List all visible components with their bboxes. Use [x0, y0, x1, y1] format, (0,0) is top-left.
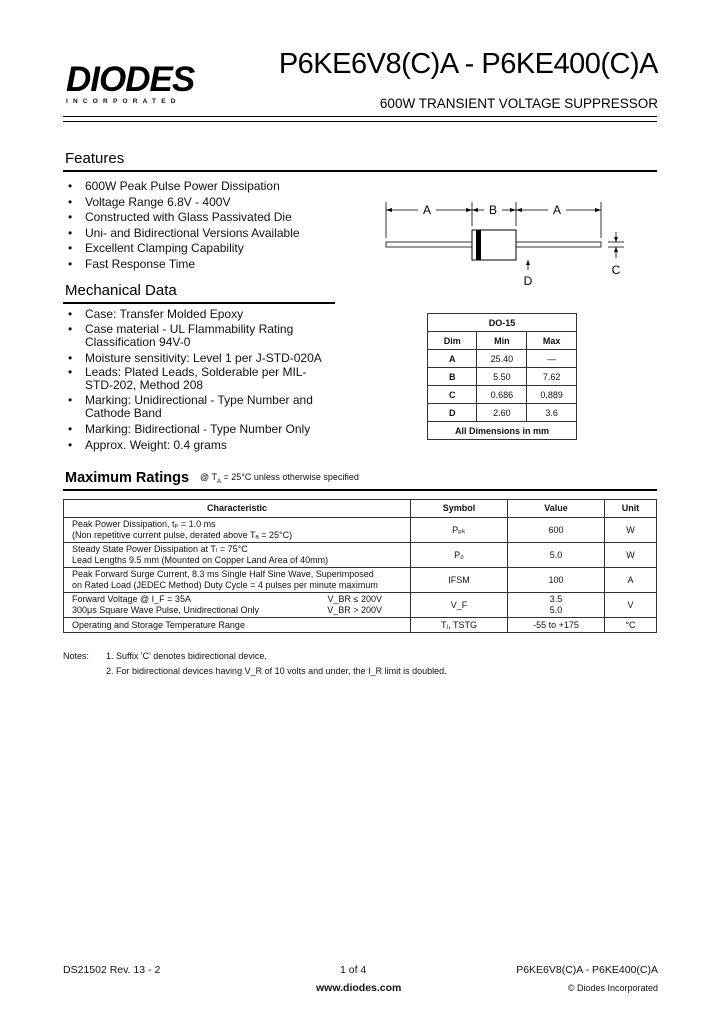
- symbol-cell: Tⱼ, TSTG: [411, 618, 508, 633]
- page-number: 1 of 4: [340, 964, 367, 976]
- feature-item: • Fast Response Time: [64, 257, 394, 273]
- table-cell: A: [428, 350, 477, 368]
- mechanical-item: • Leads: Plated Leads, Solderable per MIL-STD-202, Method 208: [64, 366, 334, 392]
- value-cell: 5.0: [508, 543, 605, 568]
- unit-cell: °C: [605, 618, 657, 633]
- value-line: 3.5: [549, 594, 563, 604]
- characteristic-line: Forward Voltage @ I_F = 35A: [72, 594, 191, 604]
- characteristic-line: Peak Power Dissipation, tₚ = 1.0 ms: [72, 519, 216, 529]
- symbol-cell: P₀: [411, 543, 508, 568]
- symbol-cell: V_F: [411, 593, 508, 618]
- table-cell: [64, 593, 411, 618]
- arrowhead: [614, 237, 618, 242]
- package-name: DO-15: [428, 314, 577, 332]
- characteristic-line: on Rated Load (JEDEC Method) Duty Cycle = 4 pulses per minute maximum: [72, 580, 378, 590]
- website-url: www.diodes.com: [316, 982, 402, 994]
- dimensions-table: [427, 313, 577, 440]
- mechanical-item: • Marking: Bidirectional - Type Number Only: [64, 422, 334, 438]
- feature-item: • 600W Peak Pulse Power Dissipation: [64, 179, 394, 195]
- table-footnote: All Dimensions in mm: [428, 422, 577, 440]
- arrowhead: [466, 208, 472, 212]
- condition-text: = 25°C unless otherwise specified: [221, 472, 359, 482]
- table-row: [428, 422, 577, 440]
- column-header: Unit: [605, 500, 657, 518]
- table-row: [428, 404, 577, 422]
- mechanical-rule: [63, 302, 335, 304]
- table-row: [428, 386, 577, 404]
- ratings-rule: [63, 489, 657, 491]
- unit-cell: W: [605, 518, 657, 543]
- feature-item: • Constructed with Glass Passivated Die: [64, 210, 394, 226]
- dim-label-a: A: [422, 203, 432, 217]
- features-rule: [63, 170, 657, 172]
- condition-line: V_BR > 200V: [327, 605, 382, 615]
- logo-wordmark: DIODES: [66, 60, 195, 99]
- header-divider: [63, 116, 657, 117]
- value-line: 5.0: [549, 605, 563, 615]
- table-cell: [64, 518, 411, 543]
- table-header-row: [64, 500, 657, 518]
- unit-cell: A: [605, 568, 657, 593]
- arrowhead: [472, 208, 478, 212]
- arrowhead: [614, 247, 618, 252]
- unit-cell: W: [605, 543, 657, 568]
- mechanical-item: • Marking: Unidirectional - Type Number and Cathode Band: [64, 394, 334, 420]
- package-outline-drawing: [380, 196, 630, 296]
- footer-part-number: P6KE6V8(C)A - P6KE400(C)A: [516, 964, 658, 976]
- table-header-row: [428, 332, 577, 350]
- table-cell: D: [428, 404, 477, 422]
- condition-sub: A: [216, 478, 221, 485]
- table-row: [64, 518, 657, 543]
- table-row: [64, 593, 657, 618]
- copyright: © Diodes Incorporated: [567, 983, 658, 993]
- table-cell: C: [428, 386, 477, 404]
- mechanical-item: • Moisture sensitivity: Level 1 per J-STD-020A: [64, 351, 334, 367]
- arrowhead: [526, 260, 530, 265]
- mechanical-item: • Case: Transfer Molded Epoxy: [64, 307, 334, 323]
- unit-cell: V: [605, 593, 657, 618]
- arrowhead: [516, 208, 522, 212]
- logo-subtext: INCORPORATED: [66, 98, 181, 105]
- characteristic-line: 300μs Square Wave Pulse, Unidirectional Only: [72, 605, 259, 615]
- dim-label-c: C: [611, 263, 621, 277]
- ratings-condition: [200, 472, 359, 485]
- document-id: DS21502 Rev. 13 - 2: [63, 964, 161, 976]
- table-cell: 0.686: [477, 386, 527, 404]
- characteristic-row: [72, 605, 402, 616]
- arrowhead: [510, 208, 516, 212]
- feature-item: • Voltage Range 6.8V - 400V: [64, 195, 394, 211]
- table-row: [64, 568, 657, 593]
- table-row: [64, 618, 657, 633]
- mechanical-heading: Mechanical Data: [65, 282, 177, 299]
- lead-right: [516, 242, 601, 247]
- characteristic-line: Peak Forward Surge Current, 8.3 ms Single Half Sine Wave, Superimposed: [72, 569, 374, 579]
- table-cell: [64, 568, 411, 593]
- table-cell: 25.40: [477, 350, 527, 368]
- features-list: [64, 179, 394, 272]
- table-cell: 7.62: [527, 368, 577, 386]
- condition-line: V_BR ≤ 200V: [327, 594, 382, 604]
- characteristic-row: [72, 594, 402, 605]
- symbol-cell: IFSM: [411, 568, 508, 593]
- table-cell: Operating and Storage Temperature Range: [64, 618, 411, 633]
- table-cell: [64, 543, 411, 568]
- table-cell: —: [527, 350, 577, 368]
- mechanical-item: • Approx. Weight: 0.4 grams: [64, 438, 334, 454]
- table-cell: B: [428, 368, 477, 386]
- note-item: 2. For bidirectional devices having V_R of 10 volts and under, the I_R limit is doubled.: [106, 666, 447, 676]
- part-number-title: P6KE6V8(C)A - P6KE400(C)A: [278, 48, 658, 80]
- value-cell: [508, 593, 605, 618]
- condition-text: @ T: [200, 472, 217, 482]
- dim-label-a: A: [552, 203, 562, 217]
- ratings-heading: Maximum Ratings: [65, 470, 190, 486]
- mechanical-list: [64, 307, 334, 453]
- company-logo: [66, 60, 195, 105]
- lead-left: [386, 242, 472, 247]
- table-cell: 5.50: [477, 368, 527, 386]
- characteristic-line: Steady State Power Dissipation at Tₗ = 75°C: [72, 544, 248, 554]
- dim-label-d: D: [523, 274, 533, 288]
- characteristic-line: Lead Lengths 9.5 mm (Mounted on Copper Land Area of 40mm): [72, 555, 329, 565]
- mechanical-item: • Case material - UL Flammability Rating Classification 94V-0: [64, 323, 334, 349]
- table-row: [428, 314, 577, 332]
- value-cell: -55 to +175: [508, 618, 605, 633]
- arrowhead: [386, 208, 392, 212]
- arrowhead: [595, 208, 601, 212]
- value-cell: 100: [508, 568, 605, 593]
- header-divider-2: [63, 121, 657, 122]
- column-header: Symbol: [411, 500, 508, 518]
- cathode-band: [476, 230, 481, 260]
- symbol-cell: Pₚₖ: [411, 518, 508, 543]
- column-header: Dim: [428, 332, 477, 350]
- column-header: Characteristic: [64, 500, 411, 518]
- document-subtitle: 600W TRANSIENT VOLTAGE SUPPRESSOR: [379, 96, 658, 111]
- table-cell: 3.6: [527, 404, 577, 422]
- table-cell: 0.889: [527, 386, 577, 404]
- ratings-table: [63, 499, 657, 633]
- table-row: [64, 543, 657, 568]
- value-cell: 600: [508, 518, 605, 543]
- characteristic-line: (Non repetitive current pulse, derated above Tₐ = 25°C): [72, 530, 293, 540]
- column-header: Value: [508, 500, 605, 518]
- feature-item: • Excellent Clamping Capability: [64, 241, 394, 257]
- column-header: Max: [527, 332, 577, 350]
- table-row: [428, 368, 577, 386]
- column-header: Min: [477, 332, 527, 350]
- features-heading: Features: [65, 150, 125, 167]
- table-row: [428, 350, 577, 368]
- feature-item: • Uni- and Bidirectional Versions Available: [64, 226, 394, 242]
- dim-label-b: B: [488, 203, 498, 217]
- note-item: 1. Suffix 'C' denotes bidirectional device.: [106, 651, 267, 661]
- table-cell: 2.60: [477, 404, 527, 422]
- notes-label: Notes:: [63, 651, 90, 661]
